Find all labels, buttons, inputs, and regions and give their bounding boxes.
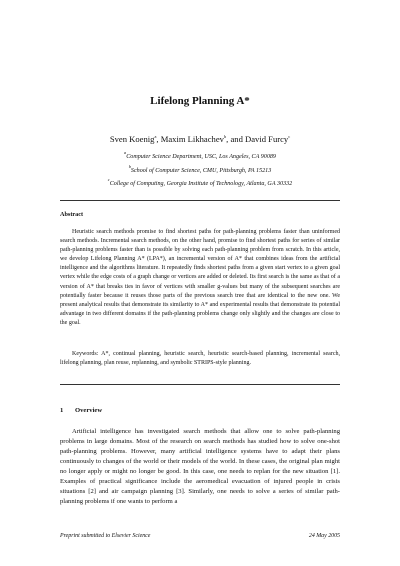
author-mark: b xyxy=(223,134,227,139)
abstract-heading: Abstract xyxy=(60,211,84,218)
abstract-bottom-rule xyxy=(60,384,340,385)
section-heading xyxy=(60,407,102,414)
affiliation-mark: a xyxy=(124,150,127,155)
author-name: Maxim Likhachev xyxy=(160,134,224,144)
affiliation xyxy=(0,177,400,187)
affiliation-mark: b xyxy=(128,164,131,169)
affiliation xyxy=(0,150,400,160)
abstract-top-rule xyxy=(60,200,340,201)
author-separator: , xyxy=(156,134,161,144)
footer-date: 24 May 2005 xyxy=(308,533,340,539)
author-separator: , and xyxy=(226,134,246,144)
keywords: Keywords: A*, continual planning, heuristic search, heuristic search-based planning, incremental search, lifelong planning, plan reuse, replanning, and symbolic STRIPS-style planning. xyxy=(60,351,340,367)
author-mark: a xyxy=(154,134,157,139)
section-number: 1 xyxy=(60,407,64,414)
author-mark: c xyxy=(288,134,291,139)
body-paragraph: Artificial intelligence has investigated search methods that allow one to solve path-planning problems in large domains. Most of the research on search methods has studied how to solve one-shot path-planning problems. However, many artificial intelligence systems have to adapt their plans continuously to changes of the world or their models of the world. In these cases, the original plan might no longer apply or might no longer be good. In this case, one needs to replan for the new situation [1]. Examples of practical significance include the aeromedical evacuation of injured people in crisis situations [2] and air campaign planning [3]. Similarly, one needs to solve a series of similar path-planning problems if one wants to perform a xyxy=(60,428,340,506)
author-name: David Furcy xyxy=(245,134,289,144)
affiliation-text: College of Computing, Georgia Institute of Technology, Atlanta, GA 30332 xyxy=(109,181,293,187)
abstract-text: Heuristic search methods promise to find shortest paths for path-planning problems faster than uninformed search methods. Incremental search methods, on the other hand, promise to find shortest paths for series of similar path-planning problems faster than is possible by solving each path-planning problem from scratch. In this article, we develop Lifelong Planning A* (LPA*), an incremental version of A* that combines ideas from the artificial intelligence and the algorithms literature. It repeatedly finds shortest paths from a given start vertex to a given goal vertex while the edge costs of a graph change or vertices are added or deleted. Its first search is the same as that of a version of A* that breaks ties in favor of vertices with smaller g-values but many of the subsequent searches are potentially faster because it reuses those parts of the previous search tree that are identical to the new one. We present analytical results that demonstrate its similarity to A* and experimental results that demonstrate its potential advantage in two different domains if the path-planning problems change only slightly and the changes are close to the goal. xyxy=(60,229,340,326)
affiliation-text: Computer Science Department, USC, Los Angeles, CA 90089 xyxy=(126,154,276,160)
footer-preprint-note: Preprint submitted to Elsevier Science xyxy=(60,533,151,539)
affiliation-text: School of Computer Science, CMU, Pittsburgh, PA 15213 xyxy=(130,168,272,174)
section-title: Overview xyxy=(75,407,103,414)
paper-title: Lifelong Planning A* xyxy=(150,95,250,107)
affiliation-mark: c xyxy=(107,177,110,182)
author-name: Sven Koenig xyxy=(109,134,155,144)
author-line xyxy=(0,134,400,144)
affiliation xyxy=(0,164,400,174)
